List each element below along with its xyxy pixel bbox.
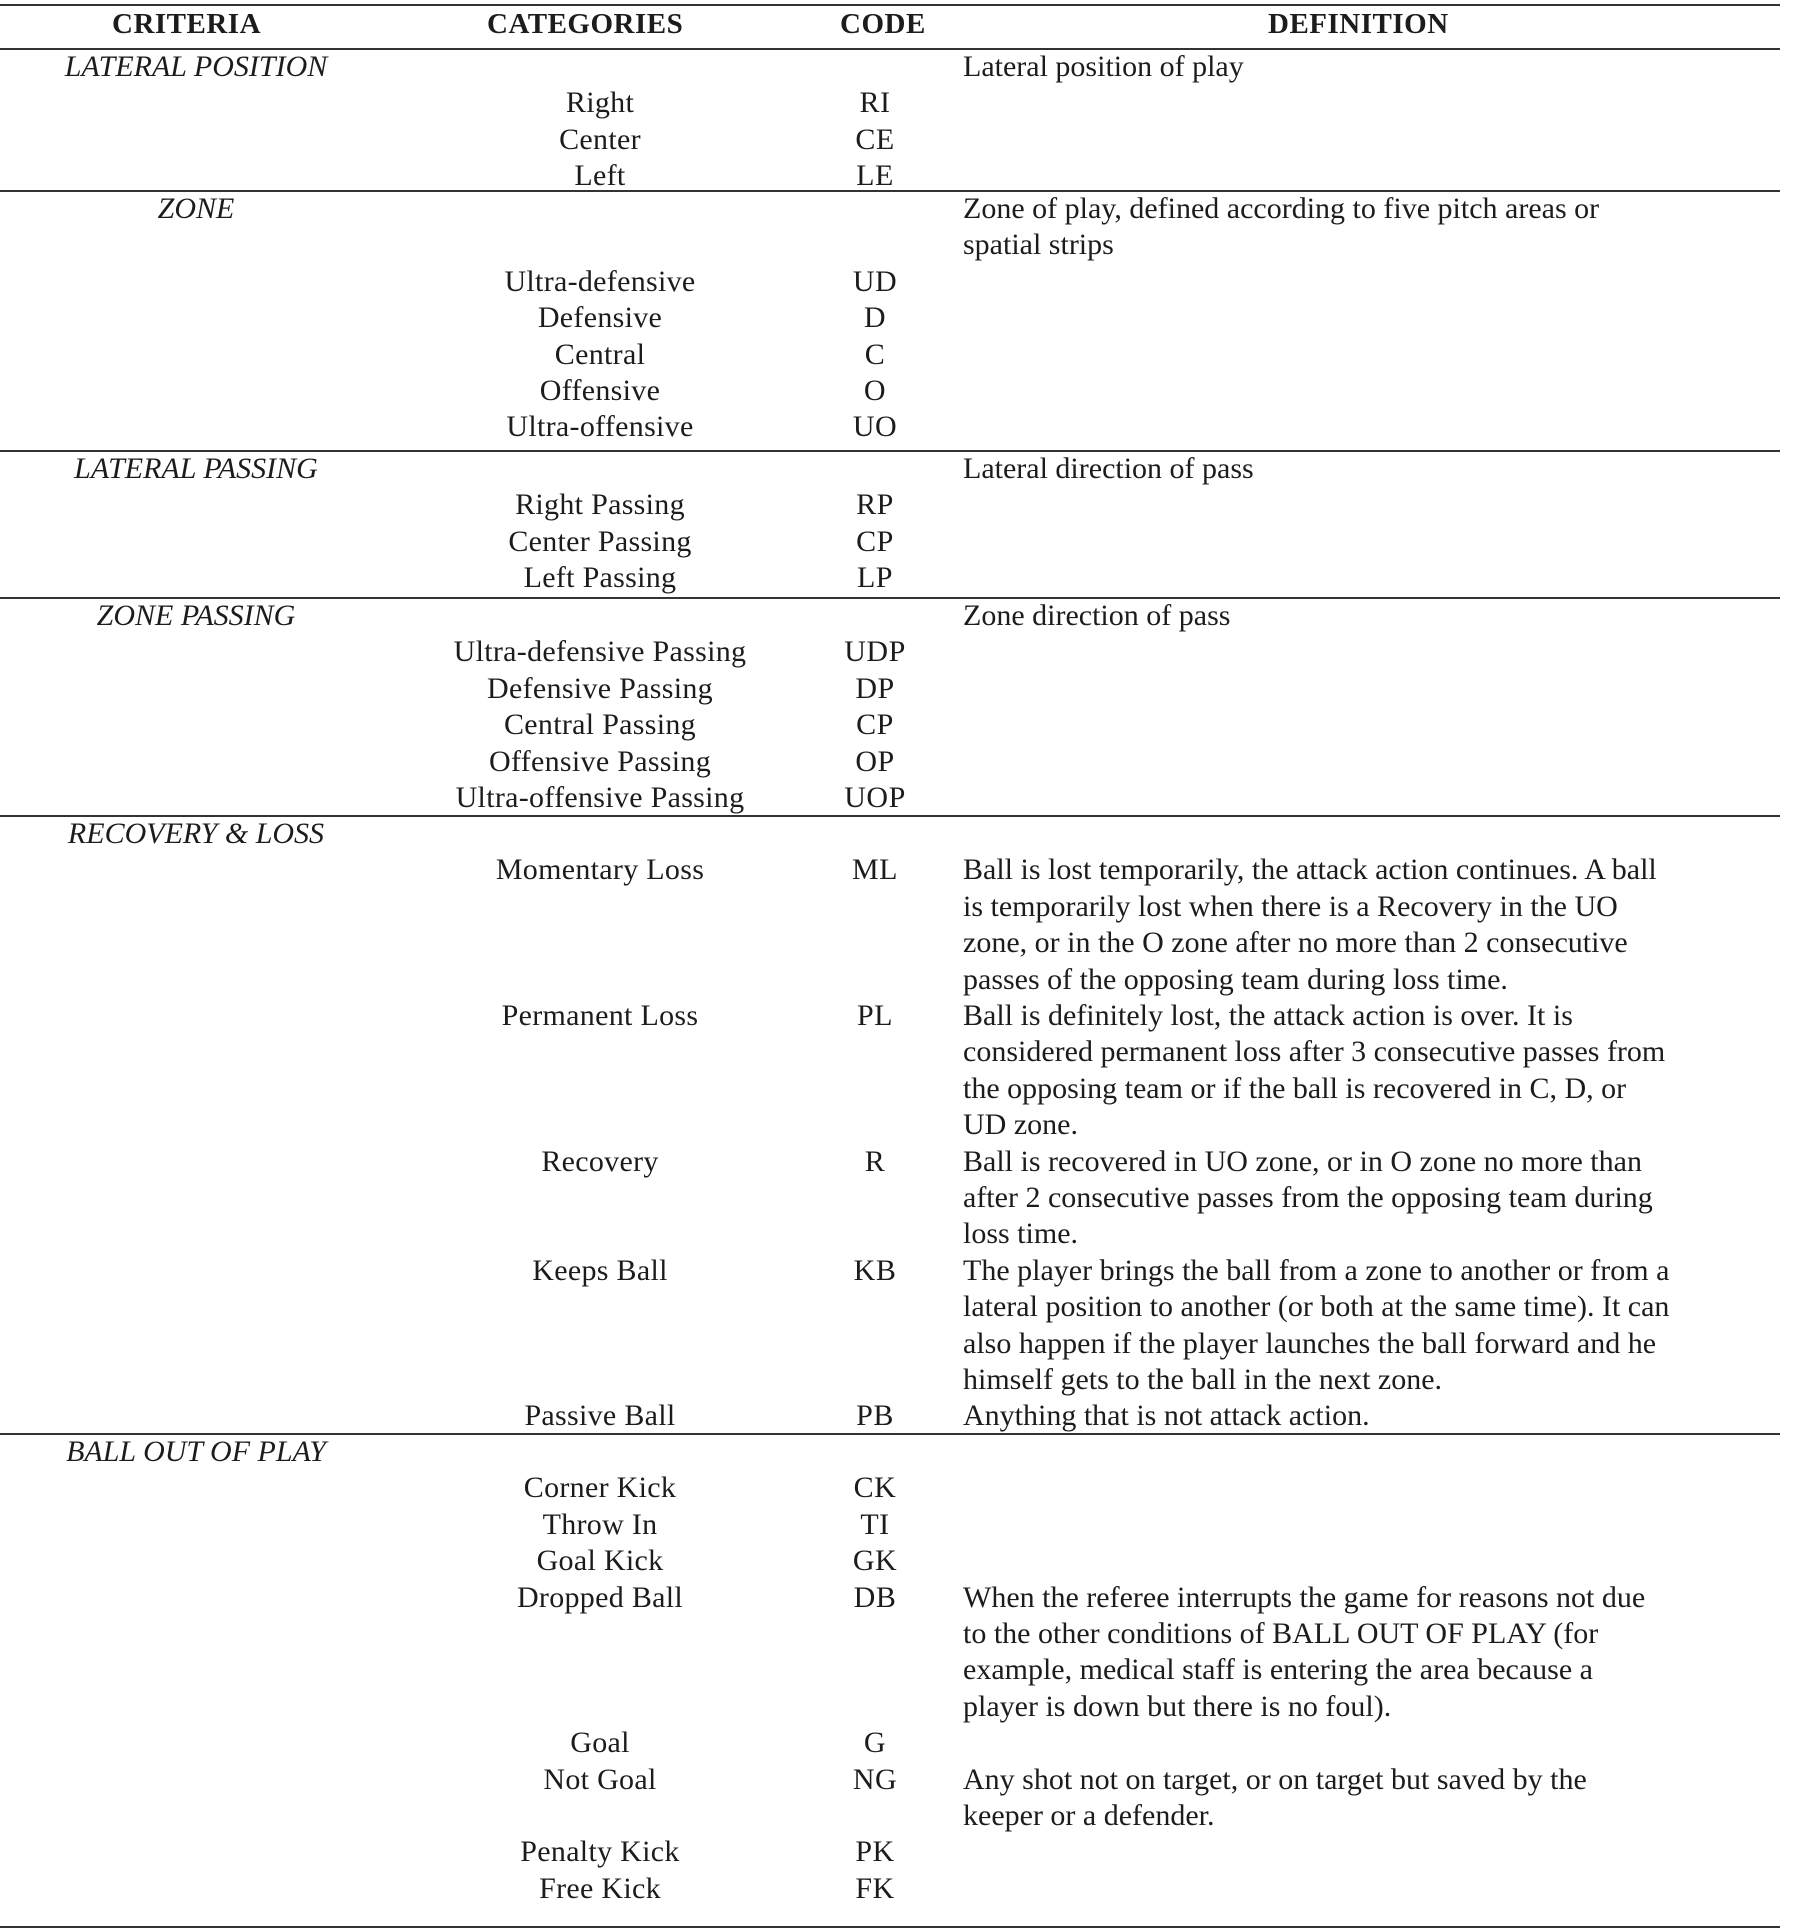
section-definition <box>963 598 1775 634</box>
definition-line: Ball is recovered in UO zone, or in O zone no more than <box>963 1144 1642 1178</box>
category-label: Right <box>565 86 635 120</box>
code-value: OP <box>855 744 895 778</box>
code-value: CP <box>856 708 894 742</box>
category-label: Central Passing <box>504 708 696 742</box>
code-value: ML <box>852 853 898 887</box>
code-value: G <box>863 1726 887 1760</box>
code-value: DB <box>853 1580 897 1614</box>
category-label: Dropped Ball <box>516 1580 684 1614</box>
code-value: CK <box>853 1471 897 1505</box>
definition-line: Lateral direction of pass <box>963 452 1254 485</box>
definition-line: the opposing team or if the ball is recovered in C, D, or <box>963 1071 1627 1105</box>
category-label: Permanent Loss <box>501 999 699 1032</box>
definition-line: Lateral position of play <box>963 50 1244 83</box>
definition-line: Ball is lost temporarily, the attack action continues. A ball <box>963 853 1657 887</box>
category-label: Not Goal <box>543 1762 657 1796</box>
code-value: O <box>863 374 887 407</box>
category-label: Penalty Kick <box>520 1835 680 1869</box>
definition-line: zone, or in the O zone after no more than 2 consecutive <box>963 926 1628 960</box>
row-definition <box>963 1762 1775 1835</box>
code-value: UO <box>852 410 898 444</box>
category-label: Goal <box>570 1726 630 1760</box>
code-value: DP <box>855 671 895 705</box>
code-value: UOP <box>844 781 906 814</box>
definition-line: When the referee interrupts the game for reasons not due <box>963 1580 1646 1614</box>
category-label: Keeps Ball <box>532 1253 668 1287</box>
category-label: Passive Ball <box>524 1399 676 1433</box>
category-label: Goal Kick <box>536 1544 664 1578</box>
code-value: UD <box>852 264 898 298</box>
category-label: Left Passing <box>523 561 677 595</box>
category-label: Free Kick <box>539 1871 661 1905</box>
header-categories: CATEGORIES <box>487 8 684 40</box>
code-value: NG <box>852 1762 898 1796</box>
code-value: CP <box>856 524 894 558</box>
category-label: Defensive <box>537 301 663 335</box>
category-label: Right Passing <box>515 488 685 522</box>
code-value: C <box>864 337 886 371</box>
code-value: PL <box>856 999 893 1032</box>
category-label: Corner Kick <box>523 1471 677 1505</box>
row-definition <box>963 1398 1775 1434</box>
section-definition <box>963 451 1775 487</box>
code-value: LP <box>856 561 893 595</box>
code-value: LE <box>856 159 894 193</box>
definition-line: The player brings the ball from a zone to another or from a <box>963 1253 1670 1287</box>
definition-line: Anything that is not attack action. <box>963 1399 1370 1433</box>
code-value: RI <box>859 86 891 120</box>
definition-line: player is down but there is no foul). <box>963 1689 1392 1723</box>
row-definition <box>963 852 1775 998</box>
category-label: Central <box>554 337 646 371</box>
row-definition <box>963 1253 1775 1399</box>
definition-line: spatial strips <box>963 228 1114 262</box>
definition-line: Ball is definitely lost, the attack action is over. It is <box>963 999 1573 1032</box>
criteria-label: ZONE <box>157 192 235 225</box>
category-label: Center Passing <box>508 524 692 558</box>
category-label: Ultra-offensive Passing <box>455 781 745 814</box>
category-label: Defensive Passing <box>487 671 713 705</box>
category-label: Ultra-defensive <box>504 264 696 298</box>
code-value: UDP <box>844 635 906 669</box>
header-definition: DEFINITION <box>1268 8 1449 40</box>
definition-line: Zone direction of pass <box>963 599 1231 632</box>
criteria-label: BALL OUT OF PLAY <box>66 1435 326 1468</box>
definition-line: keeper or a defender. <box>963 1799 1215 1832</box>
category-label: Offensive <box>539 374 661 407</box>
criteria-label: LATERAL PASSING <box>74 452 318 485</box>
definition-line: Any shot not on target, or on target but saved by the <box>963 1762 1587 1796</box>
definition-line: to the other conditions of BALL OUT OF PLAY (for <box>963 1617 1599 1650</box>
code-value: R <box>864 1144 886 1178</box>
definition-line: himself gets to the ball in the next zone. <box>963 1363 1443 1397</box>
code-value: D <box>863 301 887 335</box>
code-value: PB <box>856 1399 894 1433</box>
criteria-label: ZONE PASSING <box>96 599 296 632</box>
category-label: Ultra-defensive Passing <box>453 635 747 669</box>
definition-line: after 2 consecutive passes from the opposing team during <box>963 1181 1653 1214</box>
definition-line: lateral position to another (or both at the same time). It can <box>963 1290 1670 1324</box>
row-definition <box>963 1144 1775 1253</box>
row-definition <box>963 998 1775 1144</box>
header-code: CODE <box>840 8 926 40</box>
category-label: Throw In <box>542 1507 658 1541</box>
code-value: RP <box>856 488 894 522</box>
row-definition <box>963 1580 1775 1726</box>
definition-line: also happen if the player launches the ball forward and he <box>963 1326 1657 1360</box>
criteria-label: RECOVERY & LOSS <box>67 817 325 850</box>
code-value: TI <box>860 1507 890 1541</box>
definition-line: is temporarily lost when there is a Recovery in the UO <box>963 889 1618 923</box>
code-value: GK <box>852 1544 898 1578</box>
category-label: Ultra-offensive <box>506 410 694 444</box>
category-label: Momentary Loss <box>495 853 705 887</box>
category-label: Offensive Passing <box>488 744 712 778</box>
definition-line: passes of the opposing team during loss time. <box>963 962 1508 996</box>
definition-line: UD zone. <box>963 1108 1078 1142</box>
category-label: Center <box>559 122 641 156</box>
section-definition <box>963 191 1775 264</box>
criteria-label: LATERAL POSITION <box>64 50 328 83</box>
code-value: PK <box>855 1835 895 1869</box>
definition-line: example, medical staff is entering the area because a <box>963 1653 1593 1687</box>
definition-line: loss time. <box>963 1217 1079 1251</box>
definition-line: Zone of play, defined according to five pitch areas or <box>963 192 1600 225</box>
code-value: FK <box>855 1871 895 1905</box>
section-rule <box>0 1926 1780 1928</box>
category-label: Left <box>574 159 626 193</box>
section-definition <box>963 49 1775 85</box>
code-value: CE <box>855 122 895 156</box>
category-label: Recovery <box>541 1144 659 1178</box>
definition-line: considered permanent loss after 3 consecutive passes from <box>963 1035 1666 1069</box>
code-value: KB <box>853 1253 897 1287</box>
header-criteria: CRITERIA <box>112 8 262 40</box>
